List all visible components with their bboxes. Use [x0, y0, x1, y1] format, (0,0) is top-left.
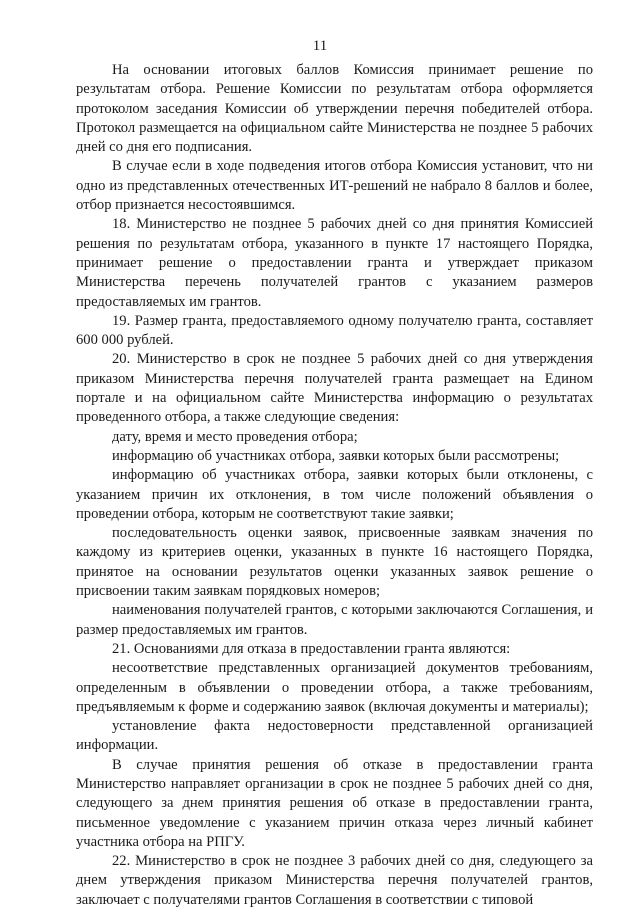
list-item-date-time-place: дату, время и место проведения отбора;	[112, 428, 358, 445]
paragraph-item-22: 22. Министерство в срок не позднее 3 рабочих дней со дня, следующего за днем утверждения приказом Министерства перечня получателей грантов, заключает с получателями грантов Соглашения в соответствии с типовой	[76, 853, 593, 908]
list-item-rejected-participants: информацию об участниках отбора, заявки которых были отклонены, с указанием причин их отклонения, в том числе положений объявления о проведении отбора, которым не соответствуют такие заявки;	[76, 467, 593, 522]
paragraph-final-scores-decision: На основании итоговых баллов Комиссия принимает решение по результатам отбора. Решение Комиссии по результатам отбора оформляется протоколом заседания Комиссии об утверждении перечня победителей отбора. Протокол размещается на официальном сайте Министерства не позднее 5 рабочих дней со дня его подписания.	[76, 62, 593, 156]
paragraph-item-19: 19. Размер гранта, предоставляемого одному получателю гранта, составляет 600 000 рублей.	[76, 312, 593, 349]
paragraph-selection-void: В случае если в ходе подведения итогов отбора Комиссия установит, что ни одно из представленных отечественных ИТ-решений не набрало 8 баллов и более, отбор признается несостоявшимся.	[76, 158, 593, 214]
list-item-considered-participants: информацию об участниках отбора, заявки которых были рассмотрены;	[112, 447, 560, 464]
document-body	[76, 61, 593, 910]
paragraph-item-18: 18. Министерство не позднее 5 рабочих дней со дня принятия Комиссией решения по результатам отбора, указанного в пункте 17 настоящего Порядка, принимает решение о предоставлении гранта и утверждает приказом Министерства перечень получателей грантов с указанием размеров предоставляемых им грантов.	[76, 216, 593, 310]
paragraph-item-21: 21. Основаниями для отказа в предоставлении гранта являются:	[112, 640, 511, 657]
list-item-document-mismatch: несоответствие представленных организацией документов требованиям, определенным в объявлении о проведении отбора, а также требованиям, предъявляемым к форме и содержанию заявок (включая документы и материалы);	[76, 660, 593, 715]
paragraph-refusal-notification: В случае принятия решения об отказе в предоставлении гранта Министерство направляет организации в срок не позднее 5 рабочих дней со дня, следующего за днем принятия решения об отказе в предоставлении гранта, письменное уведомление с указанием причин отказа через личный кабинет участника отбора на РПГУ.	[76, 756, 593, 850]
page-number: 11	[312, 38, 328, 54]
paragraph-item-20: 20. Министерство в срок не позднее 5 рабочих дней со дня утверждения приказом Министерства перечня получателей гранта размещает на Едином портале и на официальном сайте Министерства информацию о результатах проведенного отбора, а также следующие сведения:	[76, 351, 593, 426]
list-item-grant-recipients: наименования получателей грантов, с которыми заключаются Соглашения, и размер предоставляемых им грантов.	[76, 602, 593, 638]
list-item-evaluation-sequence: последовательность оценки заявок, присвоенные заявкам значения по каждому из критериев оценки, указанных в пункте 16 настоящего Порядка, принятое на основании результатов оценки указанных заявок решение о присвоении таким заявкам порядковых номеров;	[76, 525, 593, 600]
list-item-false-information: установление факта недостоверности представленной организацией информации.	[76, 718, 593, 754]
